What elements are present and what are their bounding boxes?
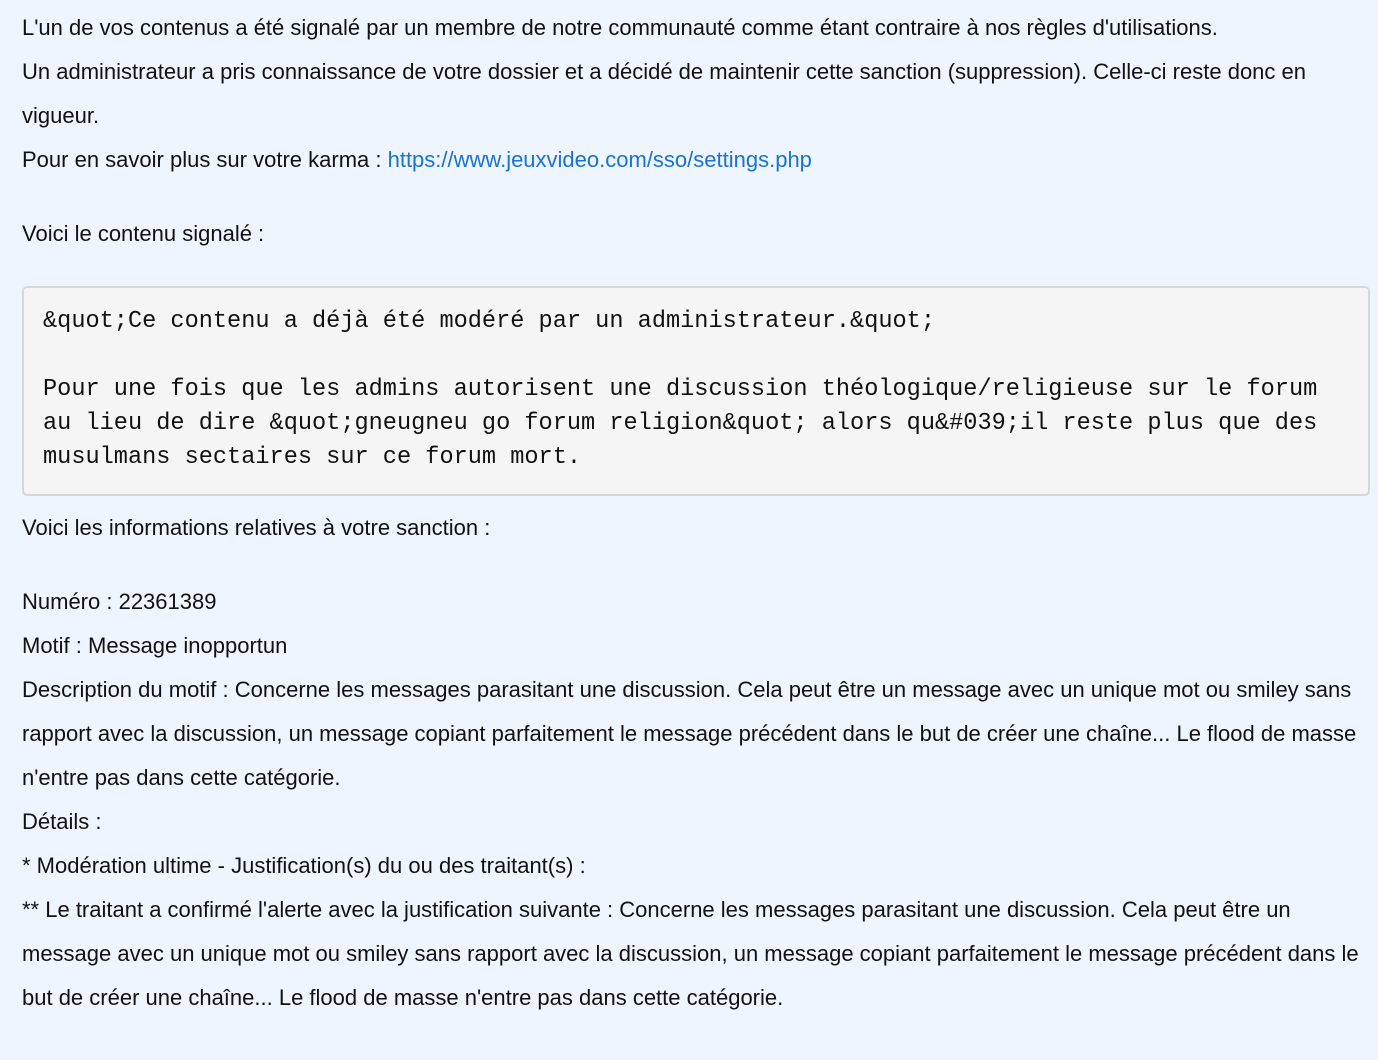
sanction-number: Numéro : 22361389 — [22, 589, 217, 614]
spacer — [22, 496, 1370, 506]
moderation-line: * Modération ultime - Justification(s) du ou des traitant(s) : — [22, 853, 586, 878]
karma-settings-link[interactable]: https://www.jeuxvideo.com/sso/settings.php — [387, 147, 812, 172]
sanction-motif: Motif : Message inopportun — [22, 633, 288, 658]
spacer — [22, 182, 1370, 212]
moderation-notice — [22, 6, 1370, 1020]
reported-content-block: &quot;Ce contenu a déjà été modéré par un administrateur.&quot; Pour une fois que les admins autorisent une discussion théologique/religieuse sur le forum au lieu de dire &quot;gneugneu go forum religion&quot; alors qu&#039;il reste plus que des musulmans sectaires sur ce forum mort. — [22, 286, 1370, 496]
admin-decision-text: Un administrateur a pris connaissance de votre dossier et a décidé de maintenir cette sanction (suppression). Celle-ci reste donc en vigueur. — [22, 59, 1306, 128]
sanction-description: Description du motif : Concerne les messages parasitant une discussion. Cela peut être un message avec un unique mot ou smiley sans rapport avec la discussion, un message copiant parfaitement le message précédent dans le but de créer une chaîne... Le flood de masse n'entre pas dans cette catégorie. — [22, 677, 1357, 790]
reported-content-heading: Voici le contenu signalé : — [22, 221, 265, 246]
spacer — [22, 256, 1370, 286]
spacer — [22, 550, 1370, 580]
intro-text: L'un de vos contenus a été signalé par un membre de notre communauté comme étant contraire à nos règles d'utilisations. — [22, 15, 1218, 40]
sanction-details-label: Détails : — [22, 809, 102, 834]
karma-line — [22, 138, 1370, 182]
sanction-heading: Voici les informations relatives à votre sanction : — [22, 515, 491, 540]
justification-line: ** Le traitant a confirmé l'alerte avec la justification suivante : Concerne les messages parasitant une discussion. Cela peut être un message avec un unique mot ou smiley sans rapport avec la discussion, un message copiant parfaitement le message précédent dans le but de créer une chaîne... Le flood de masse n'entre pas dans cette catégorie. — [22, 897, 1359, 1010]
karma-prefix: Pour en savoir plus sur votre karma : — [22, 147, 388, 172]
